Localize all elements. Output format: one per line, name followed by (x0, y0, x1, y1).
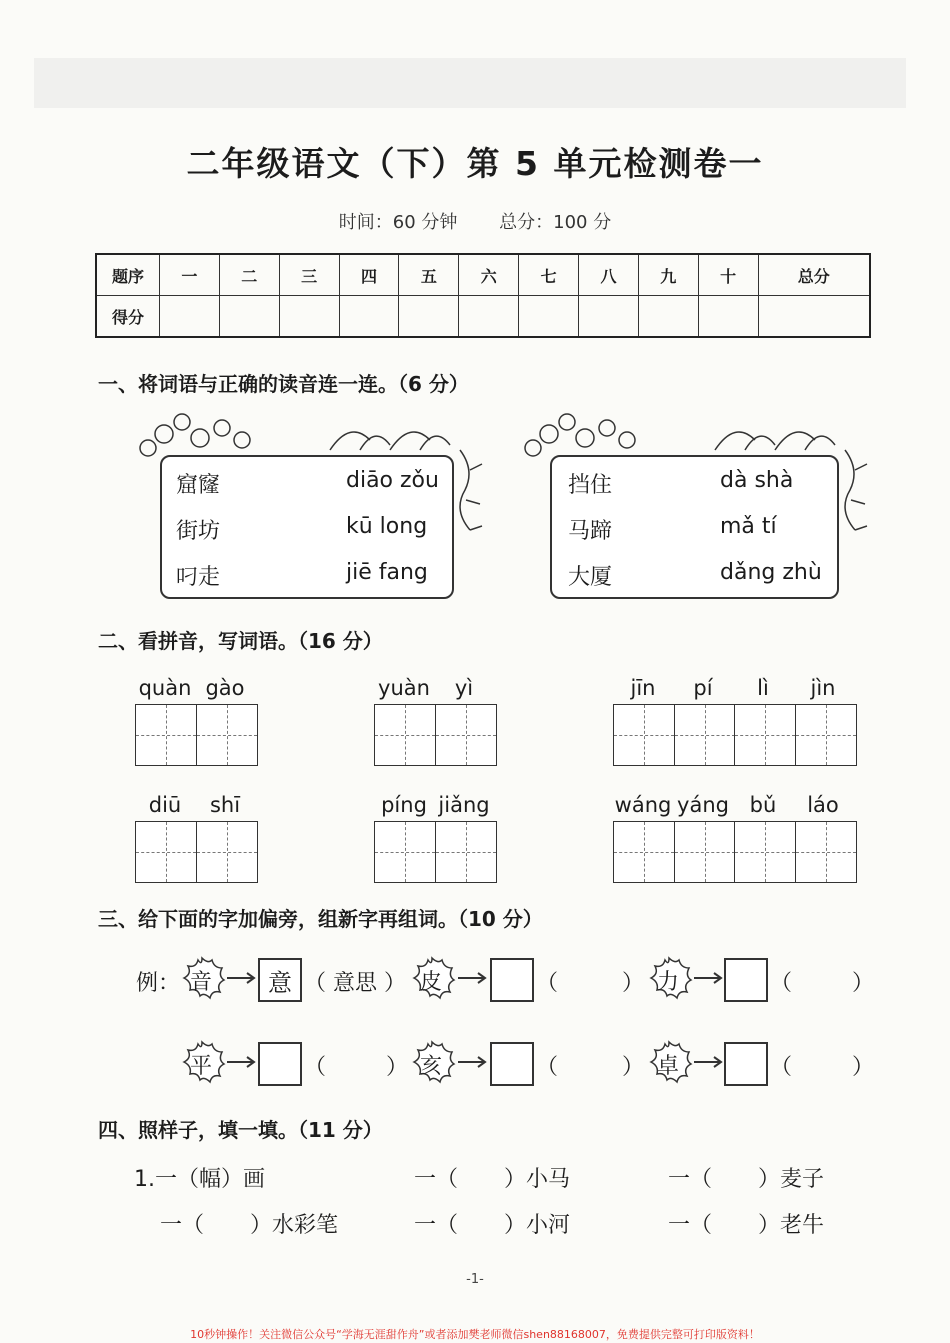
fill-item-text: 小河 (526, 1213, 571, 1238)
flower-char (408, 954, 456, 1002)
writing-cell[interactable] (795, 704, 857, 766)
writing-grid (613, 704, 857, 766)
writing-cell[interactable] (795, 821, 857, 883)
score-col: 九 (638, 254, 698, 296)
score-cell[interactable] (758, 296, 870, 338)
section-3-heading: 三、给下面的字加偏旁，组新字再组词。（10 分） (98, 907, 543, 931)
score-cell[interactable] (399, 296, 459, 338)
score-col: 总分 (758, 254, 870, 296)
fill-item-text: 老牛 (780, 1213, 825, 1238)
match-pinyin: kū long (346, 514, 428, 539)
close-paren: ） (386, 1055, 409, 1080)
match-pinyin: dà shà (720, 468, 794, 493)
score-cell[interactable] (219, 296, 279, 338)
arrow-icon (227, 970, 257, 986)
open-paren: （ (536, 1055, 559, 1080)
open-paren: （ (304, 1055, 327, 1080)
match-word: 大厦 (568, 565, 613, 590)
pinyin-syllable: lì (757, 676, 769, 700)
arrow-icon (458, 1054, 488, 1070)
example-word-text: 意思 (333, 971, 378, 996)
score-cell[interactable] (279, 296, 339, 338)
answer-box[interactable] (724, 1042, 768, 1086)
pinyin-syllable: yì (454, 676, 474, 700)
pinyin-syllable: yáng (677, 793, 729, 817)
total-score: 总分：100 分 (499, 212, 612, 233)
answer-box[interactable]: 意 (258, 958, 302, 1002)
pinyin-syllable: quàn (138, 676, 192, 700)
flower-char-text: 平 (190, 1054, 213, 1079)
score-col: 八 (579, 254, 639, 296)
writing-cell[interactable] (374, 704, 436, 766)
pinyin-syllable: píng (381, 793, 427, 817)
writing-cell[interactable] (374, 821, 436, 883)
arrow-icon (694, 1054, 724, 1070)
score-cell[interactable] (459, 296, 519, 338)
time-limit: 时间：60 分钟 (338, 212, 458, 233)
flower-char-text: 亥 (420, 1054, 443, 1079)
fill-prefix: 一 (414, 1167, 437, 1192)
fill-item: 一（ ）水彩笔 (160, 1213, 339, 1238)
flower-char (408, 1038, 456, 1086)
flower-char-text: 音 (190, 970, 213, 995)
flower-char-text: 力 (657, 970, 680, 995)
score-cell[interactable] (160, 296, 220, 338)
score-table (95, 253, 871, 338)
section-2-heading: 二、看拼音，写词语。（16 分） (98, 629, 383, 653)
score-cell[interactable] (638, 296, 698, 338)
answer-box[interactable] (258, 1042, 302, 1086)
fill-item-text: 麦子 (780, 1167, 825, 1192)
pinyin-label (135, 793, 255, 817)
arrow-icon (227, 1054, 257, 1070)
fill-example-number: 1. (134, 1167, 155, 1192)
writing-grid (374, 704, 497, 766)
writing-cell[interactable] (435, 821, 497, 883)
section-4-heading: 四、照样子，填一填。（11 分） (98, 1118, 383, 1142)
pinyin-syllable: bǔ (749, 793, 777, 817)
open-paren: （ (770, 971, 793, 996)
fill-item: 一（ ）麦子 (668, 1167, 825, 1192)
writing-cell[interactable] (135, 821, 197, 883)
top-band (34, 58, 906, 108)
close-paren: ） (852, 1055, 875, 1080)
match-word: 街坊 (176, 519, 221, 544)
writing-cell[interactable] (674, 821, 736, 883)
pinyin-label (613, 793, 853, 817)
score-col: 五 (399, 254, 459, 296)
writing-grid (374, 821, 497, 883)
fill-prefix: 一 (414, 1213, 437, 1238)
match-word: 挡住 (568, 473, 613, 498)
writing-cell[interactable] (135, 704, 197, 766)
pinyin-syllable: shī (209, 793, 241, 817)
score-row-label: 得分 (96, 296, 160, 338)
writing-cell[interactable] (613, 704, 675, 766)
score-col: 六 (459, 254, 519, 296)
score-col: 十 (698, 254, 758, 296)
score-col: 一 (160, 254, 220, 296)
exam-meta (0, 208, 950, 234)
pinyin-syllable: jīn (630, 676, 656, 700)
pinyin-syllable: láo (807, 793, 839, 817)
pinyin-syllable: pí (693, 676, 713, 700)
close-paren: ） (852, 971, 875, 996)
footer-note: 10秒钟操作！关注微信公众号“学海无涯甜作舟”或者添加樊老师微信shen88168007，免费提供完整可打印版资料！ (190, 1328, 760, 1341)
writing-grid (135, 821, 258, 883)
fill-prefix: 一 (668, 1213, 691, 1238)
score-col: 三 (279, 254, 339, 296)
score-cell[interactable] (579, 296, 639, 338)
pinyin-syllable: jiǎng (438, 793, 490, 817)
fill-prefix: 一 (160, 1213, 183, 1238)
match-word: 马蹄 (568, 519, 613, 544)
score-header-label: 题序 (96, 254, 160, 296)
close-paren: ） (622, 971, 645, 996)
fill-example (134, 1162, 265, 1193)
flower-char-text: 皮 (420, 970, 443, 995)
flower-char (178, 1038, 226, 1086)
arrow-icon (694, 970, 724, 986)
score-table-score-row (96, 296, 870, 338)
pinyin-syllable: diū (148, 793, 182, 817)
flower-char (645, 1038, 693, 1086)
pinyin-syllable: jìn (810, 676, 836, 700)
flower-char-text: 卓 (657, 1054, 680, 1079)
example-label: 例： (136, 971, 181, 996)
page-number: -1- (466, 1272, 484, 1287)
writing-cell[interactable] (734, 821, 796, 883)
pinyin-label (613, 676, 853, 700)
section-1-heading: 一、将词语与正确的读音连一连。（6 分） (98, 372, 469, 396)
score-col: 七 (519, 254, 579, 296)
match-word: 叼走 (176, 565, 221, 590)
open-paren: （ (536, 971, 559, 996)
writing-cell[interactable] (613, 821, 675, 883)
score-col: 二 (219, 254, 279, 296)
writing-cell[interactable] (196, 704, 258, 766)
example-word: （ 意思 ） (304, 971, 407, 996)
fill-item: 一（ ）小河 (414, 1213, 571, 1238)
pinyin-syllable: wáng (614, 793, 672, 817)
fill-item: 一（ ）老牛 (668, 1213, 825, 1238)
close-paren: ） (622, 1055, 645, 1080)
writing-cell[interactable] (196, 821, 258, 883)
fill-prefix: 一 (668, 1167, 691, 1192)
page-title: 二年级语文（下）第 5 单元检测卷一 (186, 144, 764, 183)
pinyin-label (135, 676, 255, 700)
writing-grid (135, 704, 258, 766)
match-pinyin: mǎ tí (720, 514, 777, 539)
writing-grid (613, 821, 857, 883)
score-cell[interactable] (339, 296, 399, 338)
flower-char (178, 954, 226, 1002)
match-pinyin: jiē fang (346, 560, 428, 585)
score-cell[interactable] (519, 296, 579, 338)
answer-box[interactable] (490, 958, 534, 1002)
writing-cell[interactable] (674, 704, 736, 766)
pinyin-syllable: yuàn (378, 676, 430, 700)
open-paren: （ (770, 1055, 793, 1080)
writing-cell[interactable] (435, 704, 497, 766)
answer-box[interactable] (724, 958, 768, 1002)
fill-item-text: 小马 (526, 1167, 571, 1192)
score-table-header-row (96, 254, 870, 296)
fill-example-text: 一（幅）画 (155, 1167, 266, 1192)
pinyin-label (374, 793, 494, 817)
pinyin-label (374, 676, 494, 700)
match-word: 窟窿 (176, 473, 221, 498)
answer-box[interactable] (490, 1042, 534, 1086)
arrow-icon (458, 970, 488, 986)
score-cell[interactable] (698, 296, 758, 338)
flower-char (645, 954, 693, 1002)
match-pinyin: dǎng zhù (720, 560, 822, 585)
pinyin-syllable: gào (205, 676, 245, 700)
fill-item: 一（ ）小马 (414, 1167, 571, 1192)
score-col: 四 (339, 254, 399, 296)
match-pinyin: diāo zǒu (346, 468, 439, 493)
fill-item-text: 水彩笔 (272, 1213, 339, 1238)
writing-cell[interactable] (734, 704, 796, 766)
